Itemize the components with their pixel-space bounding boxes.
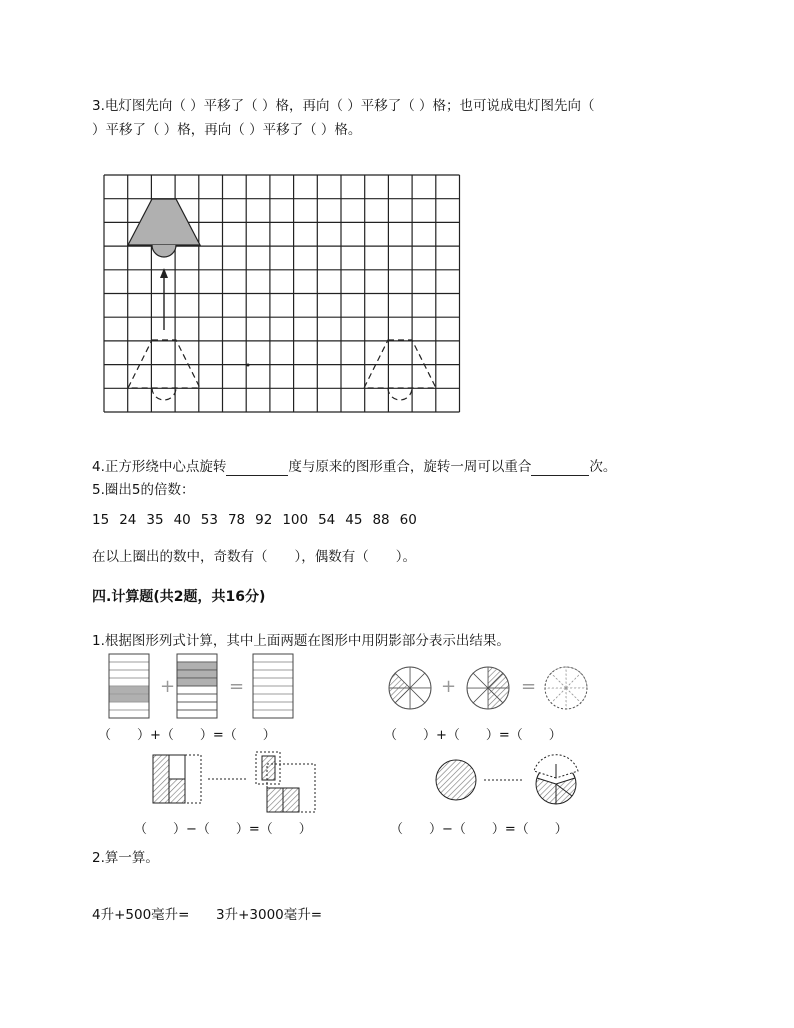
number-item[interactable]: 92 xyxy=(255,512,273,528)
equals-sign-1: = xyxy=(229,676,245,697)
q3-text-line2: ）平移了（ ）格，再向（ ）平移了（ ）格。 xyxy=(92,122,362,138)
calc1-row1-left-equation[interactable]: （ ）+（ ）=（ ） xyxy=(98,728,276,743)
q4-blank-1[interactable] xyxy=(226,459,288,476)
q5-title: 5.圈出5的倍数： xyxy=(92,482,195,498)
q5-followup: 在以上圈出的数中，奇数有（ ），偶数有（ ）。 xyxy=(92,549,416,565)
number-item[interactable]: 40 xyxy=(173,512,191,528)
calc2-title: 2.算一算。 xyxy=(92,850,159,866)
calc2-item-1[interactable]: 4升+500毫升= xyxy=(92,907,190,923)
calc1-row2-right-equation[interactable]: （ ）−（ ）=（ ） xyxy=(390,822,568,837)
plus-sign-2: + xyxy=(441,676,457,697)
circle-subtraction xyxy=(436,755,578,804)
equals-sign-2: = xyxy=(521,676,537,697)
lamp-dashed-left xyxy=(128,340,200,400)
number-item[interactable]: 88 xyxy=(372,512,390,528)
q4-part1: 4.正方形绕中心点旋转 xyxy=(92,459,227,475)
q5-number-list xyxy=(92,512,427,528)
number-item[interactable]: 54 xyxy=(318,512,336,528)
calc1-row1-right-equation[interactable]: （ ）+（ ）=（ ） xyxy=(384,728,562,743)
calc2-item-2[interactable]: 3升+3000毫升= xyxy=(216,907,323,923)
lamp-dashed-right xyxy=(364,340,436,400)
lamp-solid xyxy=(128,199,200,257)
calc1-row2-left-equation[interactable]: （ ）−（ ）=（ ） xyxy=(134,822,312,837)
q4-part2: 度与原来的图形重合，旋转一周可以重合 xyxy=(288,459,532,475)
number-item[interactable]: 78 xyxy=(227,512,246,528)
number-item[interactable]: 100 xyxy=(282,512,309,528)
section-title: 四.计算题(共2题，共16分) xyxy=(92,589,266,605)
q3-text-line1: 3.电灯图先向（ ）平移了（ ）格，再向（ ）平移了（ ）格；也可说成电灯图先向（ xyxy=(92,98,595,114)
plus-sign-1: + xyxy=(160,676,176,697)
number-item[interactable]: 15 xyxy=(92,512,110,528)
number-item[interactable]: 45 xyxy=(345,512,363,528)
number-item[interactable]: 60 xyxy=(399,512,417,528)
square-subtraction xyxy=(153,752,315,812)
calc1-title: 1.根据图形列式计算，其中上面两题在图形中用阴影部分表示出结果。 xyxy=(92,633,510,649)
number-item[interactable]: 24 xyxy=(119,512,137,528)
number-item[interactable]: 53 xyxy=(200,512,218,528)
number-item[interactable]: 35 xyxy=(146,512,164,528)
move-arrow xyxy=(160,268,168,330)
q4-part3: 次。 xyxy=(589,459,617,475)
q4-blank-2[interactable] xyxy=(531,459,589,476)
q4-text xyxy=(92,455,616,476)
